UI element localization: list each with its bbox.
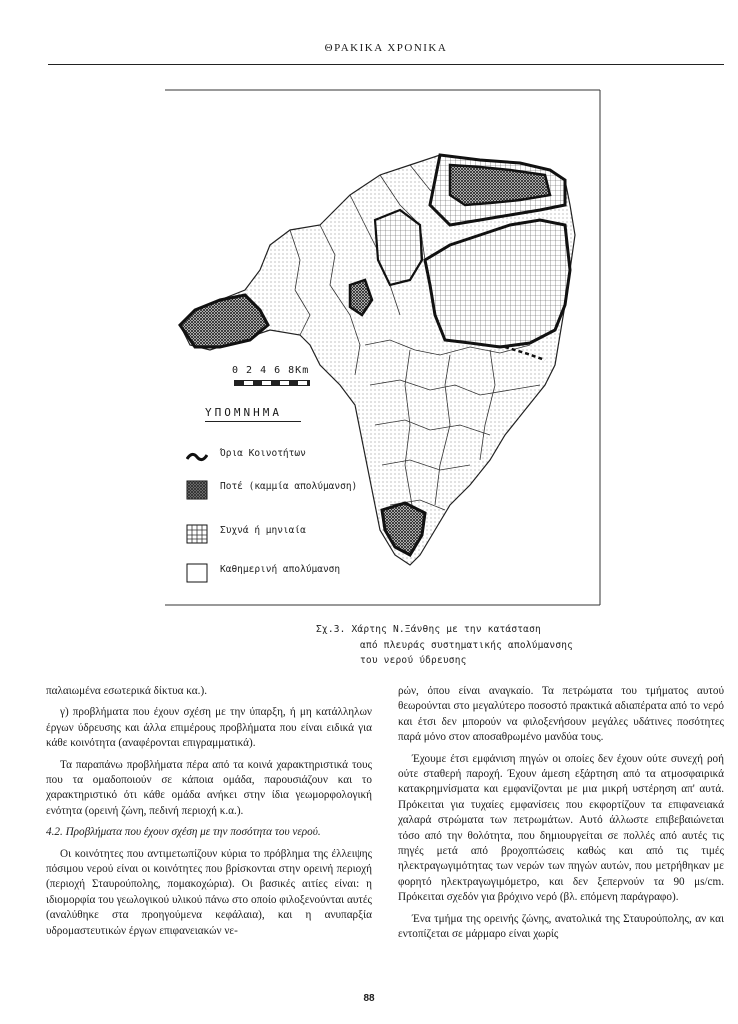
text-column-right <box>398 684 724 949</box>
header-rule <box>48 64 724 65</box>
boundary-line-icon <box>186 447 208 467</box>
legend-label: Όρια Κοινοτήτων <box>220 448 306 459</box>
region-never-west <box>180 295 268 347</box>
paragraph: παλαιωμένα εσωτερικά δίκτυα κα.). <box>46 685 207 697</box>
figure-caption-line1: Σχ.3. Χάρτης Ν.Ξάνθης με την κατάσταση <box>316 624 541 635</box>
legend-label: Καθημερινή απολύμανση <box>220 564 341 575</box>
legend-title-rule <box>205 421 301 422</box>
paragraph: ρών, όπου είναι αναγκαίο. Τα πετρώματα του τμήματος αυτού θεωρούνται στο μεγαλύτερο ποσοστό πρακτικά αδιαπέρατα από το νερό και έτσι δεν μπορούν να φιλοξενήσουν μεγάλες υδάτινες ποσότητες παρά μόνο στον αποσαθρωμένο μανδύα τους. <box>398 685 724 744</box>
figure-caption-line2: από πλευράς συστηματικής απολύμανσης <box>360 640 574 651</box>
paragraph: γ) προβλήματα που έχουν σχέση με την ύπαρξη, ή μη κατάλληλων έργων ύδρευσης και άλλα επιμέρους προβλήματα που είναι ειδικά για κάθε κοινότητα (αναφέρονται επιγραμματικά). <box>46 706 372 750</box>
grid-hatch-icon <box>186 524 208 544</box>
running-header: ΘΡΑΚΙΚΑ ΧΡΟΝΙΚΑ <box>324 42 448 54</box>
legend-item-boundaries <box>186 447 360 467</box>
legend-item-frequent <box>186 524 360 544</box>
legend-label: Ποτέ (καμμία απολύμανση) <box>220 481 358 492</box>
paragraph: Τα παραπάνω προβλήματα πέρα από τα κοινά χαρακτηριστικά τους που τα ομαδοποιούν σε κάποια ομάδα, παρουσιάζουν και το χαρακτηριστικό ότι κάθε ομάδα ανήκει στην ίδια γεωμορφολογική ενότητα (ορεινή ζώνη, πεδινή περιοχή κ.α.). <box>46 758 372 817</box>
map-scale-label: 0 2 4 6 8Km <box>232 365 310 376</box>
paragraph: Έχουμε έτσι εμφάνιση πηγών οι οποίες δεν έχουν ούτε συνεχή ροή ούτε σταθερή παροχή. Έχουν άμεση εξάρτηση από τα ατμοσφαιρικά κατακρημνίσματα και εμφανίζονται με μια μικρή υστέρηση απ' αυτά. Πρόκειται για τυχαίες εμφανίσεις που εκφορτίζουν τα επιφανειακά χαλαρά στρώματα των πετρωμάτων. Αυτό άλλωστε επιβεβαιώνεται τόσο από την θολότητα, που δημιουργείται σε πολλές από αυτές τις πηγές μετά από βροχοπτώσεις καθώς και από τις τιμές ηλεκτραγωγιμότητας των νερών των πηγών αυτών, που μετρήθηκαν με φορητό ηλεκτραγωγιμόμετρο, και δεν ξεπερνούν τα 90 μs/cm. Πρόκειται σχεδόν για βρόχινο νερό (βλ. επόμενη παράγραφο). <box>398 752 724 904</box>
paragraph: Οι κοινότητες που αντιμετωπίζουν κύρια το πρόβλημα της έλλειψης πόσιμου νερού είναι οι κοινότητες που βρίσκονται στην ορεινή περιοχή (περιοχή Σταυρούπολης, πομακοχώρια). Οι βασικές αιτίες είναι: η ιδιομορφία του γεωλογικού υλικού πάνω στο οποίο φιλοξενούνται αυτές (αναλύθηκε στα προηγούμενα κεφάλαια), και η ανυπαρξία υδρομαστευτικών έργων επιφανειακών νε- <box>46 847 372 937</box>
text-column-left <box>46 684 372 945</box>
empty-box-icon <box>186 563 208 583</box>
legend-title: ΥΠΟΜΝΗΜΑ <box>205 406 282 419</box>
prefecture-outline <box>180 155 575 565</box>
paragraph: Ένα τμήμα της ορεινής ζώνης, ανατολικά της Σταυρούπολης, αν και εντοπίζεται σε μάρμαρο είναι χωρίς <box>398 912 724 941</box>
map-scale-bar <box>234 380 310 386</box>
legend-item-daily <box>186 563 360 583</box>
figure-caption-line3: του νερού ύδρευσης <box>360 655 467 666</box>
page-number: 88 <box>363 993 375 1004</box>
legend-item-never <box>186 480 360 500</box>
legend-label: Συχνά ή μηνιαία <box>220 525 306 536</box>
section-heading: 4.2. Προβλήματα που έχουν σχέση με την ποσότητα του νερού. <box>46 826 321 839</box>
dense-hatch-icon <box>186 480 208 500</box>
